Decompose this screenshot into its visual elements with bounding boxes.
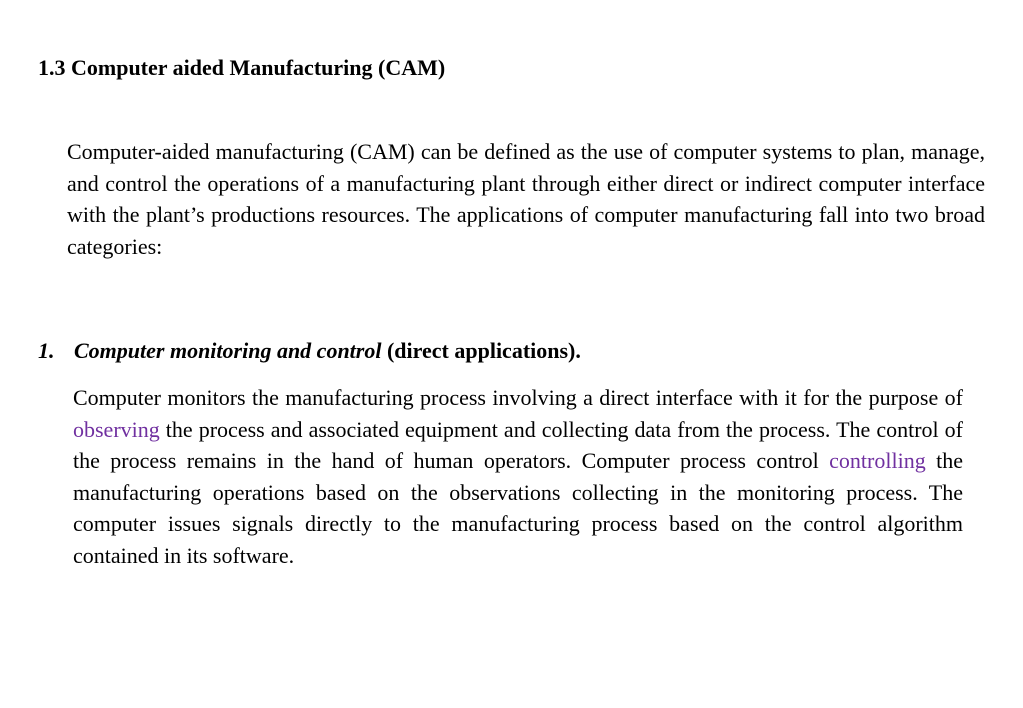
intro-paragraph: Computer-aided manufacturing (CAM) can be defined as the use of computer systems to plan, manage, and control the operations of a manufacturing plant through either direct or indirect computer interface with the plant’s productions resources. The applications of computer manufacturing fall into two broad categories: [67, 139, 985, 259]
body-text-part2: the process and associated equipment and collecting data from the process. The control of the process remains in the hand of human operators. Computer process control [73, 416, 963, 473]
highlight-controlling: controlling [829, 448, 926, 473]
list-item-title-rest: (direct applications). [381, 338, 581, 363]
body-text-part1: Computer monitors the manufacturing process involving a direct interface with it for the purpose of [73, 385, 963, 410]
section-heading: 1.3 Computer aided Manufacturing (CAM) [38, 55, 446, 80]
list-item-title [38, 337, 581, 365]
list-item-body [73, 382, 963, 571]
list-item-title-italic: Computer monitoring and control [74, 338, 382, 363]
list-item-number: 1. [38, 338, 55, 363]
body-text-part3: the manufacturing operations based on the observations collecting in the monitoring process. The computer issues signals directly to the manufacturing process based on the control algorithm contained in its software. [73, 448, 964, 568]
highlight-observing: observing [73, 416, 160, 442]
